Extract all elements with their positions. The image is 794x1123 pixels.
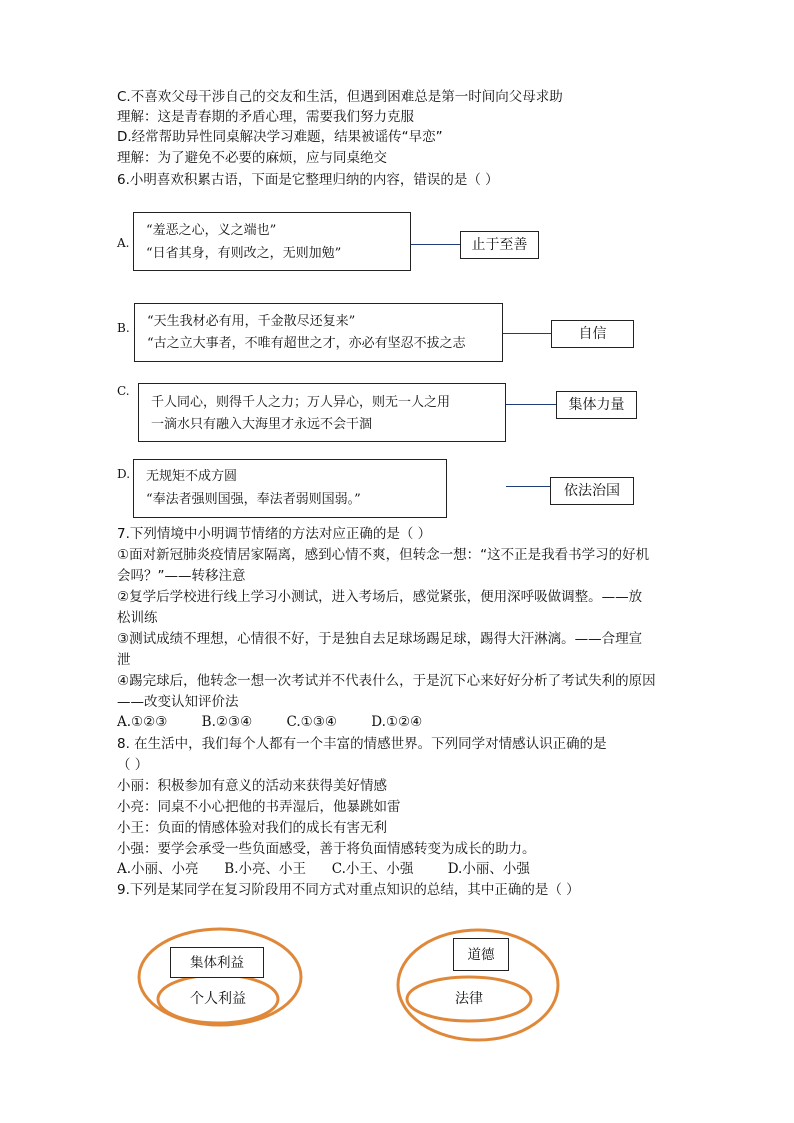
q7-statement-3: ③测试成绩不理想，心情很不好，于是独自去足球场踢足球，踢得大汗淋漓。——合理宣 — [117, 631, 643, 647]
q8-student-3: 小王：负面的情感体验对我们的成长有害无利 — [117, 820, 387, 836]
q6-option-b-label: B. — [117, 321, 130, 335]
q7-statement-2: ②复学后学校进行线上学习小测试，进入考场后，感觉紧张，便用深呼吸做调整。——放 — [117, 589, 643, 605]
left-inner-label: 个人利益 — [190, 991, 246, 1007]
q8-answer-paren: （ ） — [117, 757, 149, 773]
q8-student-4: 小强：要学会承受一些负面感受，善于将负面情感转变为成长的助力。 — [117, 841, 536, 857]
q7-statement-1-cont: 会吗？”——转移注意 — [117, 568, 246, 584]
q6-option-b-tag: 自信 — [551, 320, 634, 348]
right-outer-label-box: 道德 — [453, 938, 509, 971]
q6-option-c-line1: 千人同心，则得千人之力；万人异心，则无一人之用 — [151, 395, 451, 410]
q6-option-c-tag: 集体力量 — [556, 391, 637, 419]
q6-option-a-line2: “日省其身，有则改之，无则加勉” — [146, 246, 342, 261]
q8-student-1: 小丽：积极参加有意义的活动来获得美好情感 — [117, 778, 387, 794]
q7-statement-3-cont: 泄 — [117, 652, 131, 668]
q6-option-a-tag: 止于至善 — [460, 231, 539, 259]
q6-option-c-line2: 一滴水只有融入大海里才永远不会干涸 — [151, 417, 373, 432]
right-inner-label: 法律 — [455, 991, 483, 1007]
q6-option-d-line2: “奉法者强则国强，奉法者弱则国弱。” — [146, 492, 361, 507]
q6-option-a-line1: “羞恶之心，义之端也” — [146, 223, 277, 238]
q7-statement-4-cont: ——改变认知评价法 — [117, 694, 239, 710]
option-d-explanation: 理解：为了避免不必要的麻烦，应与同桌绝交 — [117, 150, 387, 166]
q8-options: A.小丽、小亮 B.小亮、小王 C.小王、小强 D.小丽、小强 — [117, 861, 530, 877]
left-outer-label-box: 集体利益 — [170, 947, 264, 978]
option-d-text: D.经常帮助异性同桌解决学习难题，结果被谣传“早恋” — [117, 129, 443, 145]
q6-option-d-label: D. — [117, 467, 131, 481]
question-7-stem: 7.下列情境中小明调节情绪的方法对应正确的是（ ） — [117, 526, 432, 542]
option-c-explanation: 理解：这是青春期的矛盾心理，需要我们努力克服 — [117, 109, 414, 125]
option-c-text: C.不喜欢父母干涉自己的交友和生活，但遇到困难总是第一时间向父母求助 — [117, 89, 563, 105]
q6-option-b-line2: “古之立大事者，不唯有超世之才，亦必有坚忍不拔之志 — [147, 336, 466, 351]
q8-student-2: 小亮：同桌不小心把他的书弄湿后，他暴跳如雷 — [117, 799, 401, 815]
q7-statement-1: ①面对新冠肺炎疫情居家隔离，感到心情不爽，但转念一想：“这不正是我看书学习的好机 — [117, 547, 650, 563]
q6-option-a-label: A. — [117, 236, 130, 250]
question-8-stem: 8. 在生活中，我们每个人都有一个丰富的情感世界。下列同学对情感认识正确的是 — [117, 736, 607, 752]
question-9-stem: 9.下列是某同学在复习阶段用不同方式对重点知识的总结，其中正确的是（ ） — [117, 882, 580, 898]
question-6-stem: 6.小明喜欢积累古语，下面是它整理归纳的内容，错误的是（ ） — [117, 172, 499, 188]
q6-option-d-line1: 无规矩不成方圆 — [146, 469, 238, 484]
q7-statement-2-cont: 松训练 — [117, 610, 158, 626]
q6-option-d-tag: 依法治国 — [550, 477, 634, 505]
q7-statement-4: ④踢完球后，他转念一想一次考试并不代表什么，于是沉下心来好好分析了考试失利的原因 — [117, 673, 656, 689]
q7-options: A.①②③ B.②③④ C.①③④ D.①②④ — [117, 714, 423, 730]
q6-option-b-line1: “天生我材必有用，千金散尽还复来” — [147, 314, 356, 329]
q6-option-c-label: C. — [117, 384, 130, 398]
